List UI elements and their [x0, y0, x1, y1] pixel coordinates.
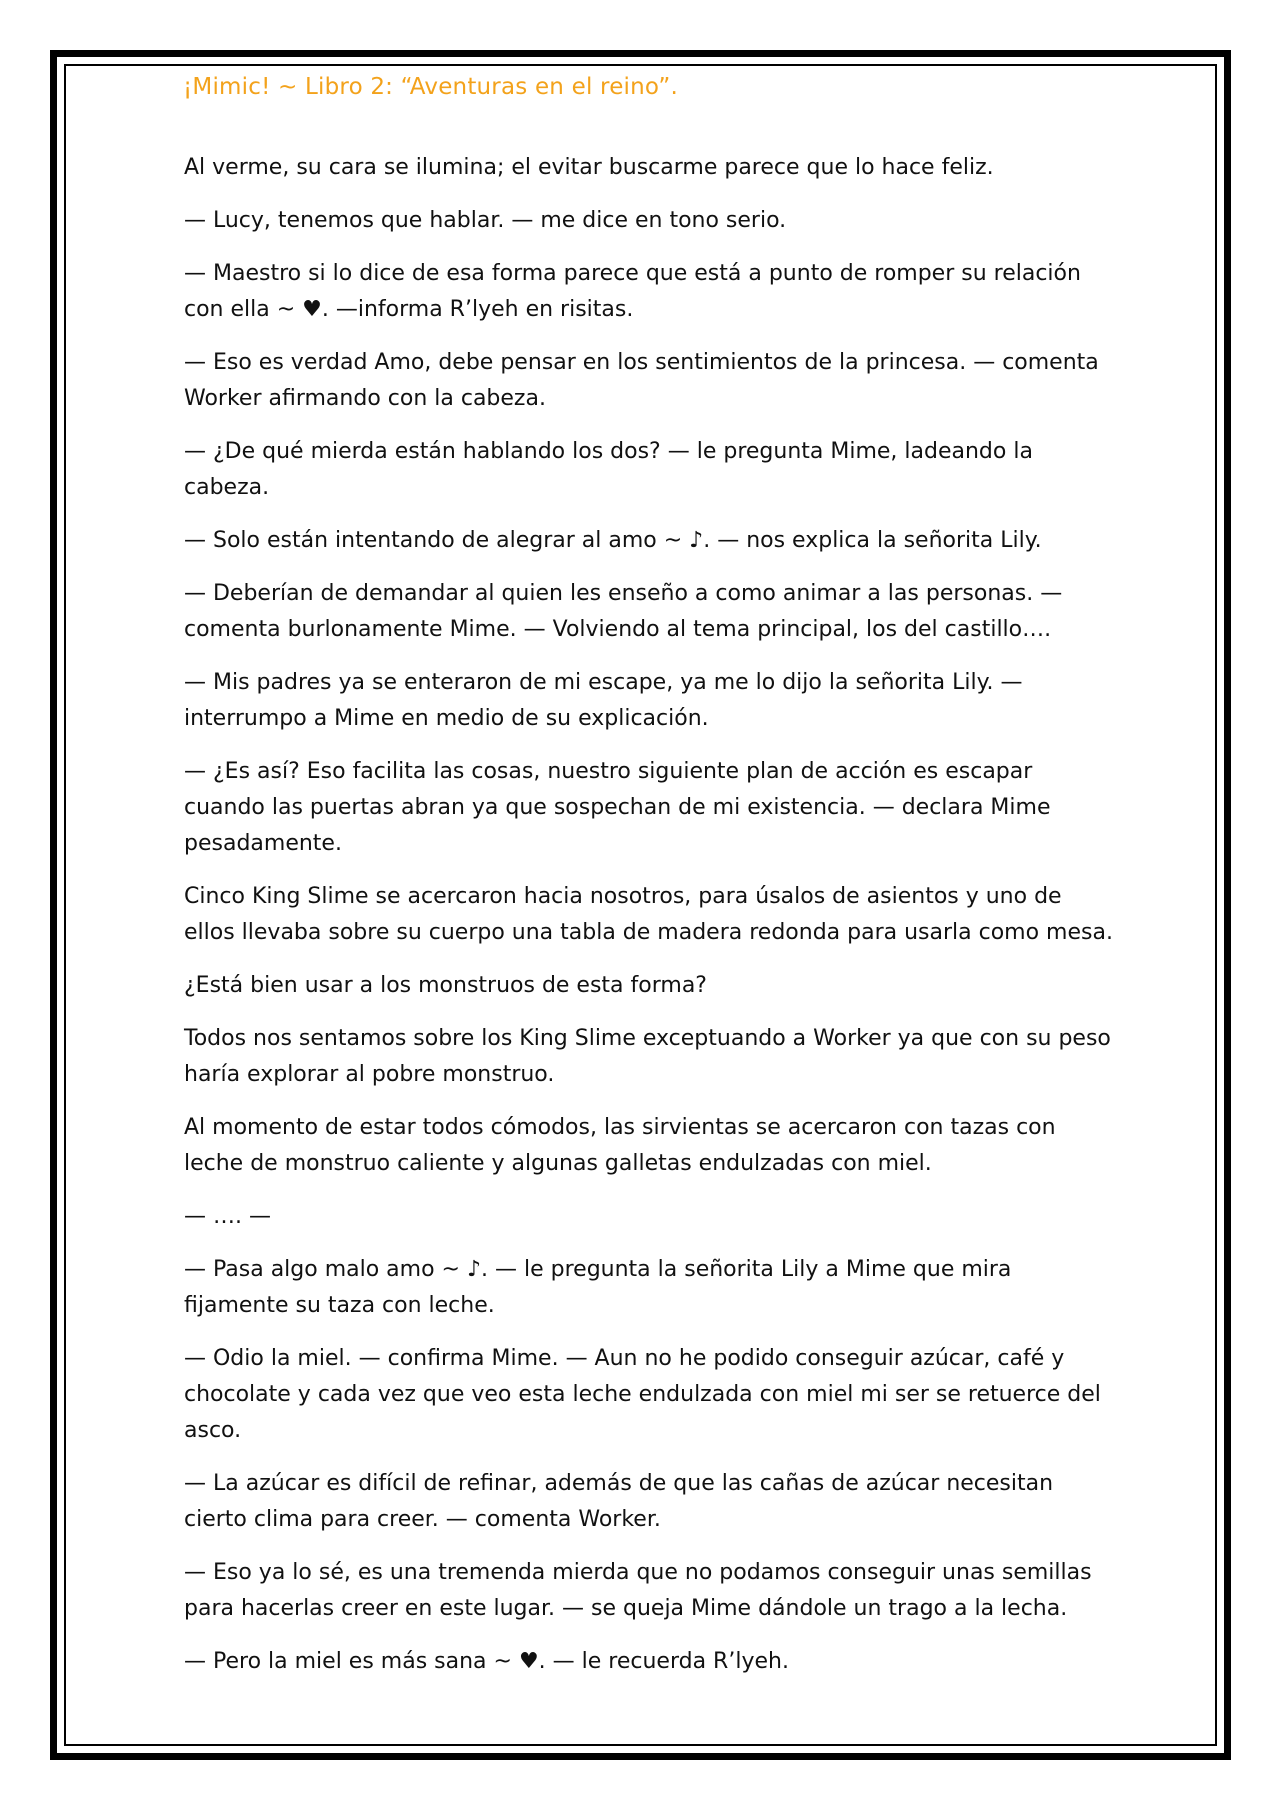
- paragraph: — Odio la miel. — confirma Mime. — Aun no he podido conseguir azúcar, café y chocolate y cada vez que veo esta leche endulzada con miel mi ser se retuerce del asco.: [184, 1346, 1101, 1443]
- paragraph: — Eso es verdad Amo, debe pensar en los sentimientos de la princesa. — comenta Worker afirmando con la cabeza.: [184, 350, 1099, 411]
- paragraph: — ¿De qué mierda están hablando los dos? — le pregunta Mime, ladeando la cabeza.: [184, 439, 1033, 500]
- paragraph: Cinco King Slime se acercaron hacia nosotros, para úsalos de asientos y uno de ellos llevaba sobre su cuerpo una tabla de madera redonda para usarla como mesa.: [184, 884, 1113, 945]
- paragraph: ¿Está bien usar a los monstruos de esta forma?: [184, 973, 707, 998]
- paragraph: Al verme, su cara se ilumina; el evitar buscarme parece que lo hace feliz.: [184, 155, 994, 180]
- body-text: [184, 150, 1114, 1697]
- paragraph: — …. —: [184, 1204, 271, 1229]
- paragraph: — Pero la miel es más sana ~ ♥. — le recuerda R’lyeh.: [184, 1649, 789, 1674]
- paragraph: — ¿Es así? Eso facilita las cosas, nuestro siguiente plan de acción es escapar cuando las puertas abran ya que sospechan de mi existencia. — declara Mime pesadamente.: [184, 759, 1051, 856]
- paragraph: — Maestro si lo dice de esa forma parece que está a punto de romper su relación con ella ~ ♥. —informa R’lyeh en risitas.: [184, 261, 1081, 322]
- paragraph: Todos nos sentamos sobre los King Slime exceptuando a Worker ya que con su peso haría explorar al pobre monstruo.: [184, 1026, 1111, 1087]
- paragraph: — Pasa algo malo amo ~ ♪. — le pregunta la señorita Lily a Mime que mira fijamente su taza con leche.: [184, 1257, 1012, 1318]
- paragraph: — Eso ya lo sé, es una tremenda mierda que no podamos conseguir unas semillas para hacerlas creer en este lugar. — se queja Mime dándole un trago a la lecha.: [184, 1560, 1092, 1621]
- paragraph: Al momento de estar todos cómodos, las sirvientas se acercaron con tazas con leche de monstruo caliente y algunas galletas endulzadas con miel.: [184, 1115, 1056, 1176]
- paragraph: — La azúcar es difícil de refinar, además de que las cañas de azúcar necesitan cierto clima para creer. — comenta Worker.: [184, 1471, 1054, 1532]
- paragraph: — Mis padres ya se enteraron de mi escape, ya me lo dijo la señorita Lily. — interrumpo a Mime en medio de su explicación.: [184, 670, 1023, 731]
- paragraph: — Lucy, tenemos que hablar. — me dice en tono serio.: [184, 208, 787, 233]
- paragraph: — Solo están intentando de alegrar al amo ~ ♪. — nos explica la señorita Lily.: [184, 528, 1042, 553]
- paragraph: — Deberían de demandar al quien les enseño a como animar a las personas. — comenta burlonamente Mime. — Volviendo al tema principal, los del castillo….: [184, 581, 1063, 642]
- running-header: ¡Mimic! ~ Libro 2: “Aventuras en el reino”.: [183, 74, 678, 100]
